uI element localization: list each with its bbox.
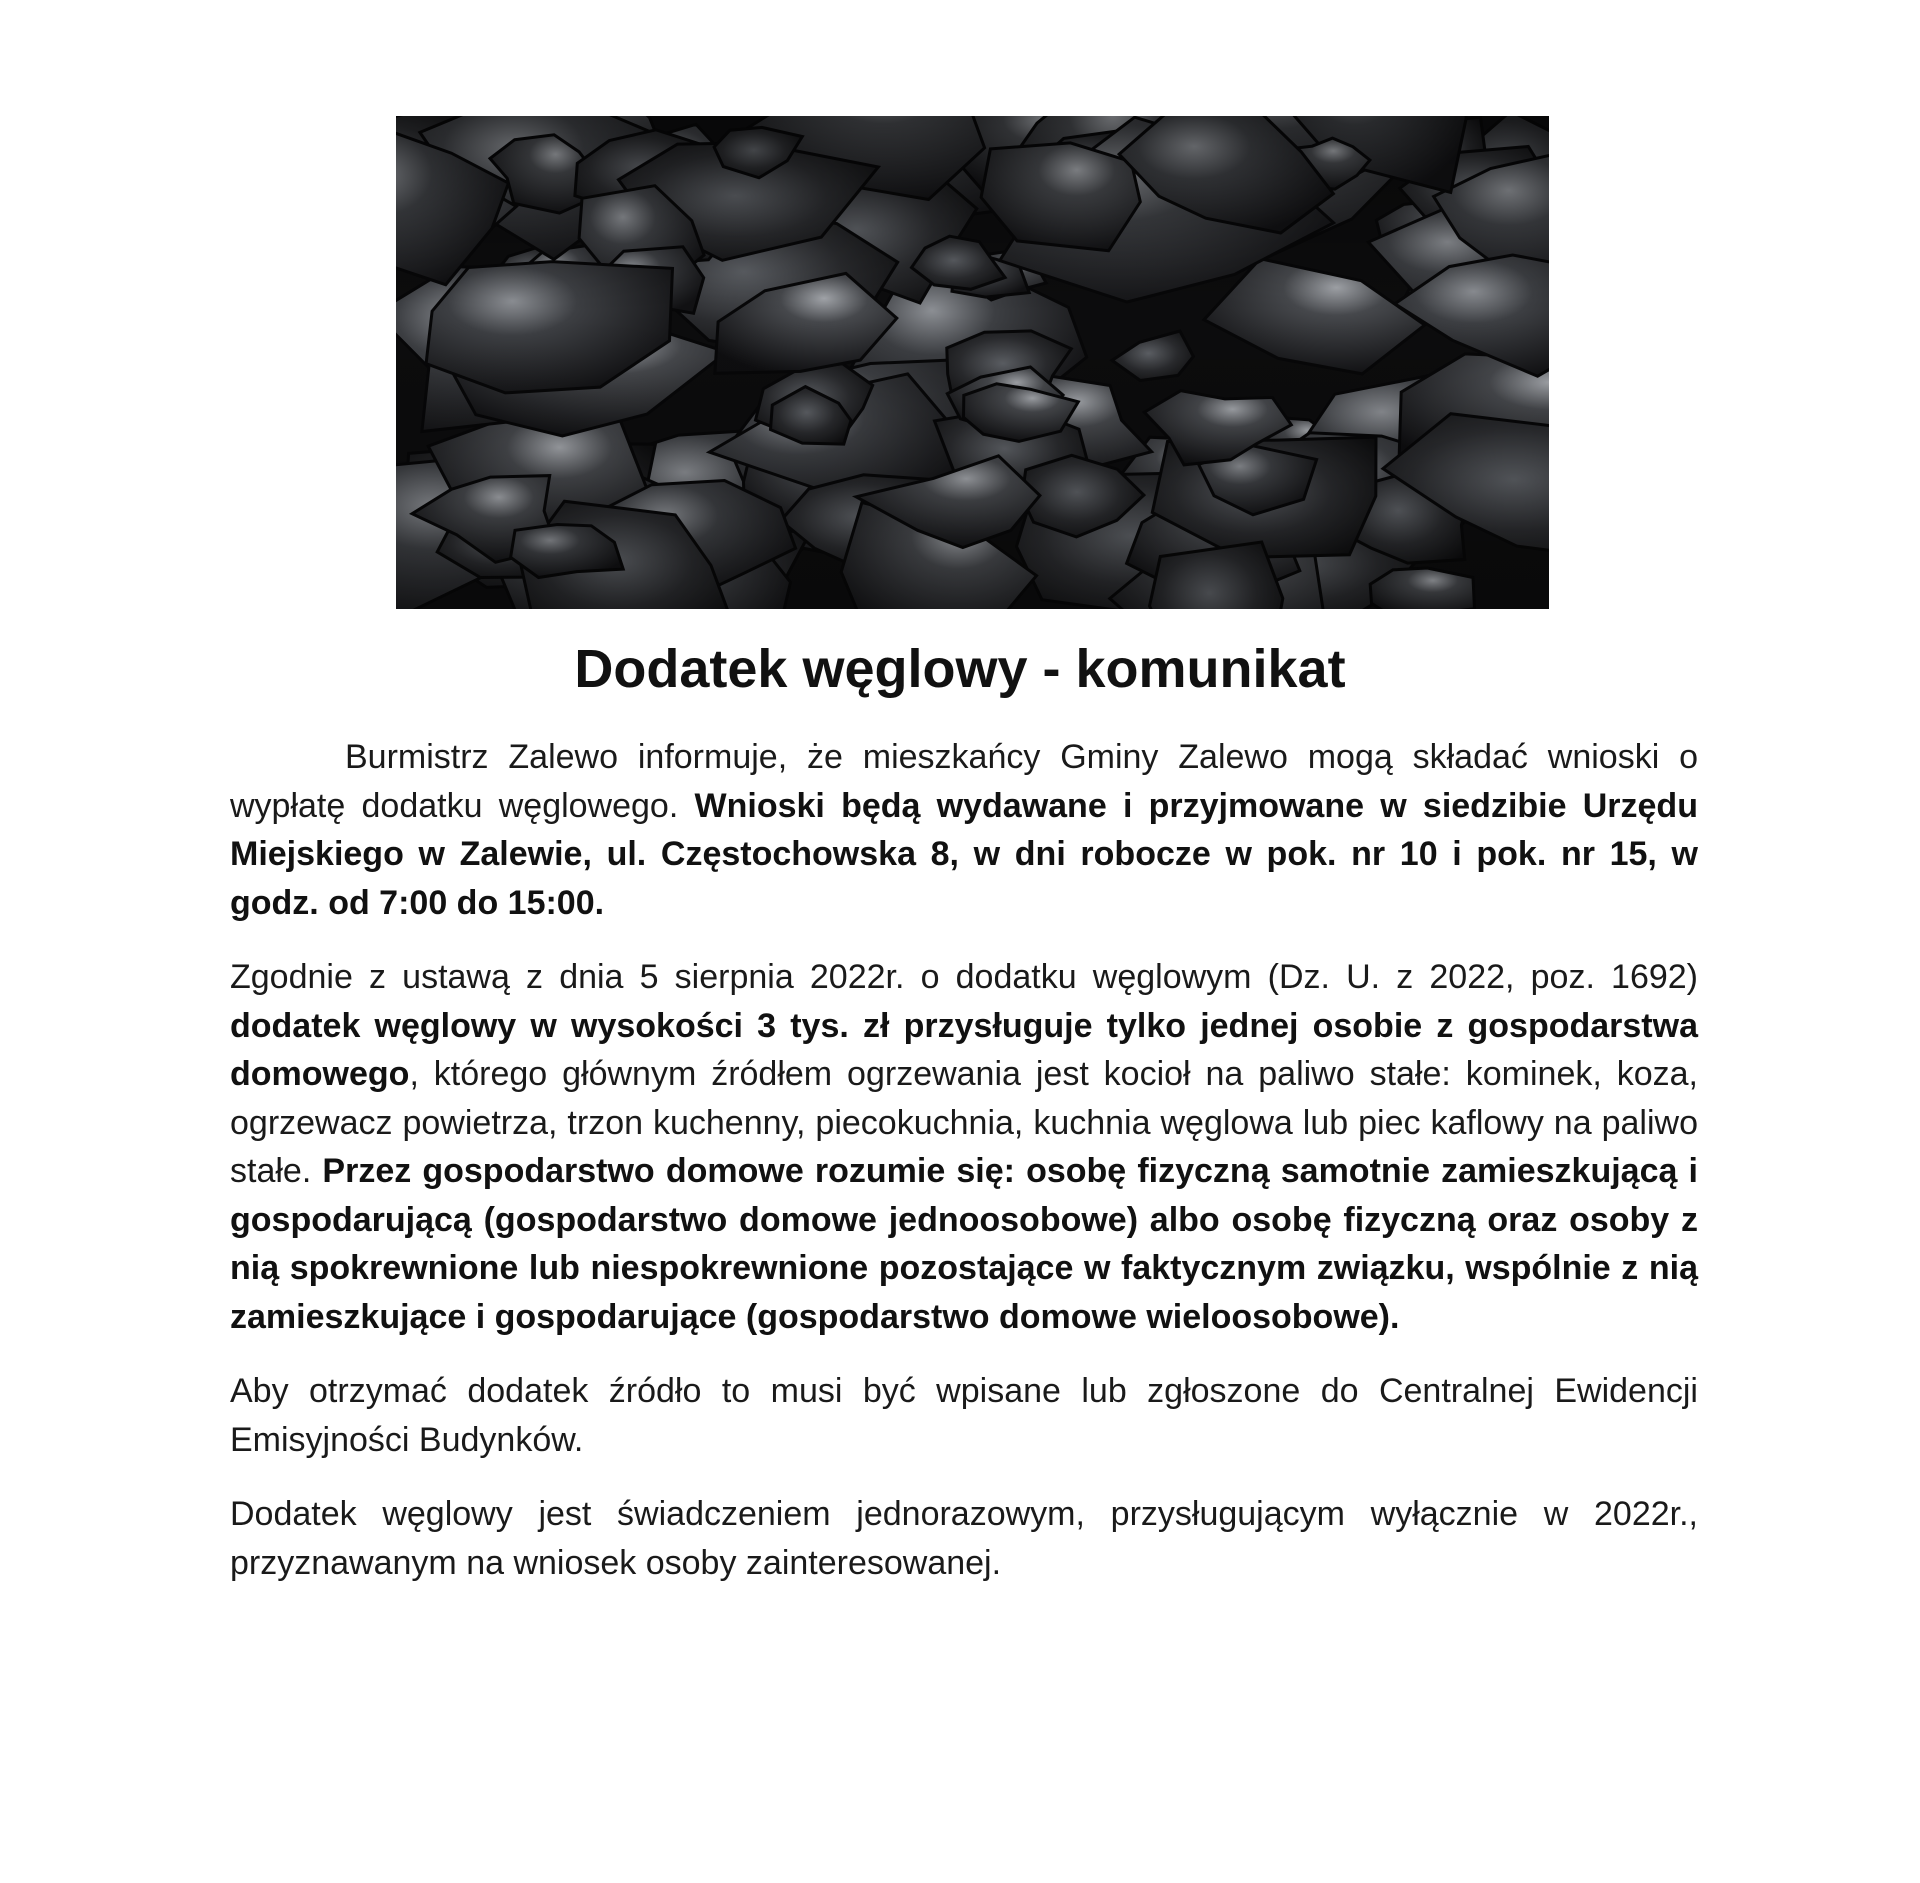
- paragraph-requirement: [230, 1367, 1698, 1464]
- paragraph-intro: [230, 733, 1698, 927]
- bold-text: Przez gospodarstwo domowe rozumie się: osobę fizyczną samotnie zamieszkującą i gospodarującą (gospodarstwo domowe jednoosobowe) albo osobę fizyczną oraz osoby z nią spokrewnione lub niespokrewnione pozostające w faktycznym związku, wspólnie z nią zamieszkujące i gospodarujące (gospodarstwo domowe wieloosobowe).: [230, 1152, 1698, 1336]
- text-segment: , którego głównym źródłem ogrzewania jest kocioł na paliwo stałe: kominek, koza, ogrzewacz powietrza, trzon kuchenny, piecokuchnia, kuchnia węglowa lub piec kaflowy na paliwo stałe.: [230, 1055, 1698, 1190]
- text-segment: Dodatek węglowy jest świadczeniem jednorazowym, przysługującym wyłącznie w 2022r., przyznawanym na wniosek osoby zainteresowanej.: [230, 1495, 1698, 1582]
- text-segment: Aby otrzymać dodatek źródło to musi być wpisane lub zgłoszone do Centralnej Ewidencji Emisyjności Budynków.: [230, 1372, 1698, 1459]
- text-segment: Zgodnie z ustawą z dnia 5 sierpnia 2022r. o dodatku węglowym (Dz. U. z 2022, poz. 1692): [230, 958, 1698, 996]
- page-title: Dodatek węglowy - komunikat: [574, 639, 1346, 699]
- announcement-body: [230, 733, 1698, 1613]
- text-segment: Burmistrz Zalewo informuje, że mieszkańcy Gminy Zalewo mogą składać wnioski o wypłatę dodatku węglowego.: [230, 738, 1698, 825]
- paragraph-legal-basis: [230, 953, 1698, 1341]
- coal-lumps-photo: [396, 116, 1549, 609]
- bold-text: Wnioski będą wydawane i przyjmowane w siedzibie Urzędu Miejskiego w Zalewie, ul. Częstochowska 8, w dni robocze w pok. nr 10 i pok. nr 15, w godz. od 7:00 do 15:00.: [230, 786, 1698, 922]
- bold-text: dodatek węglowy w wysokości 3 tys. zł przysługuje tylko jednej osobie z gospodarstwa domowego: [230, 1006, 1698, 1093]
- paragraph-one-time-benefit: [230, 1490, 1698, 1587]
